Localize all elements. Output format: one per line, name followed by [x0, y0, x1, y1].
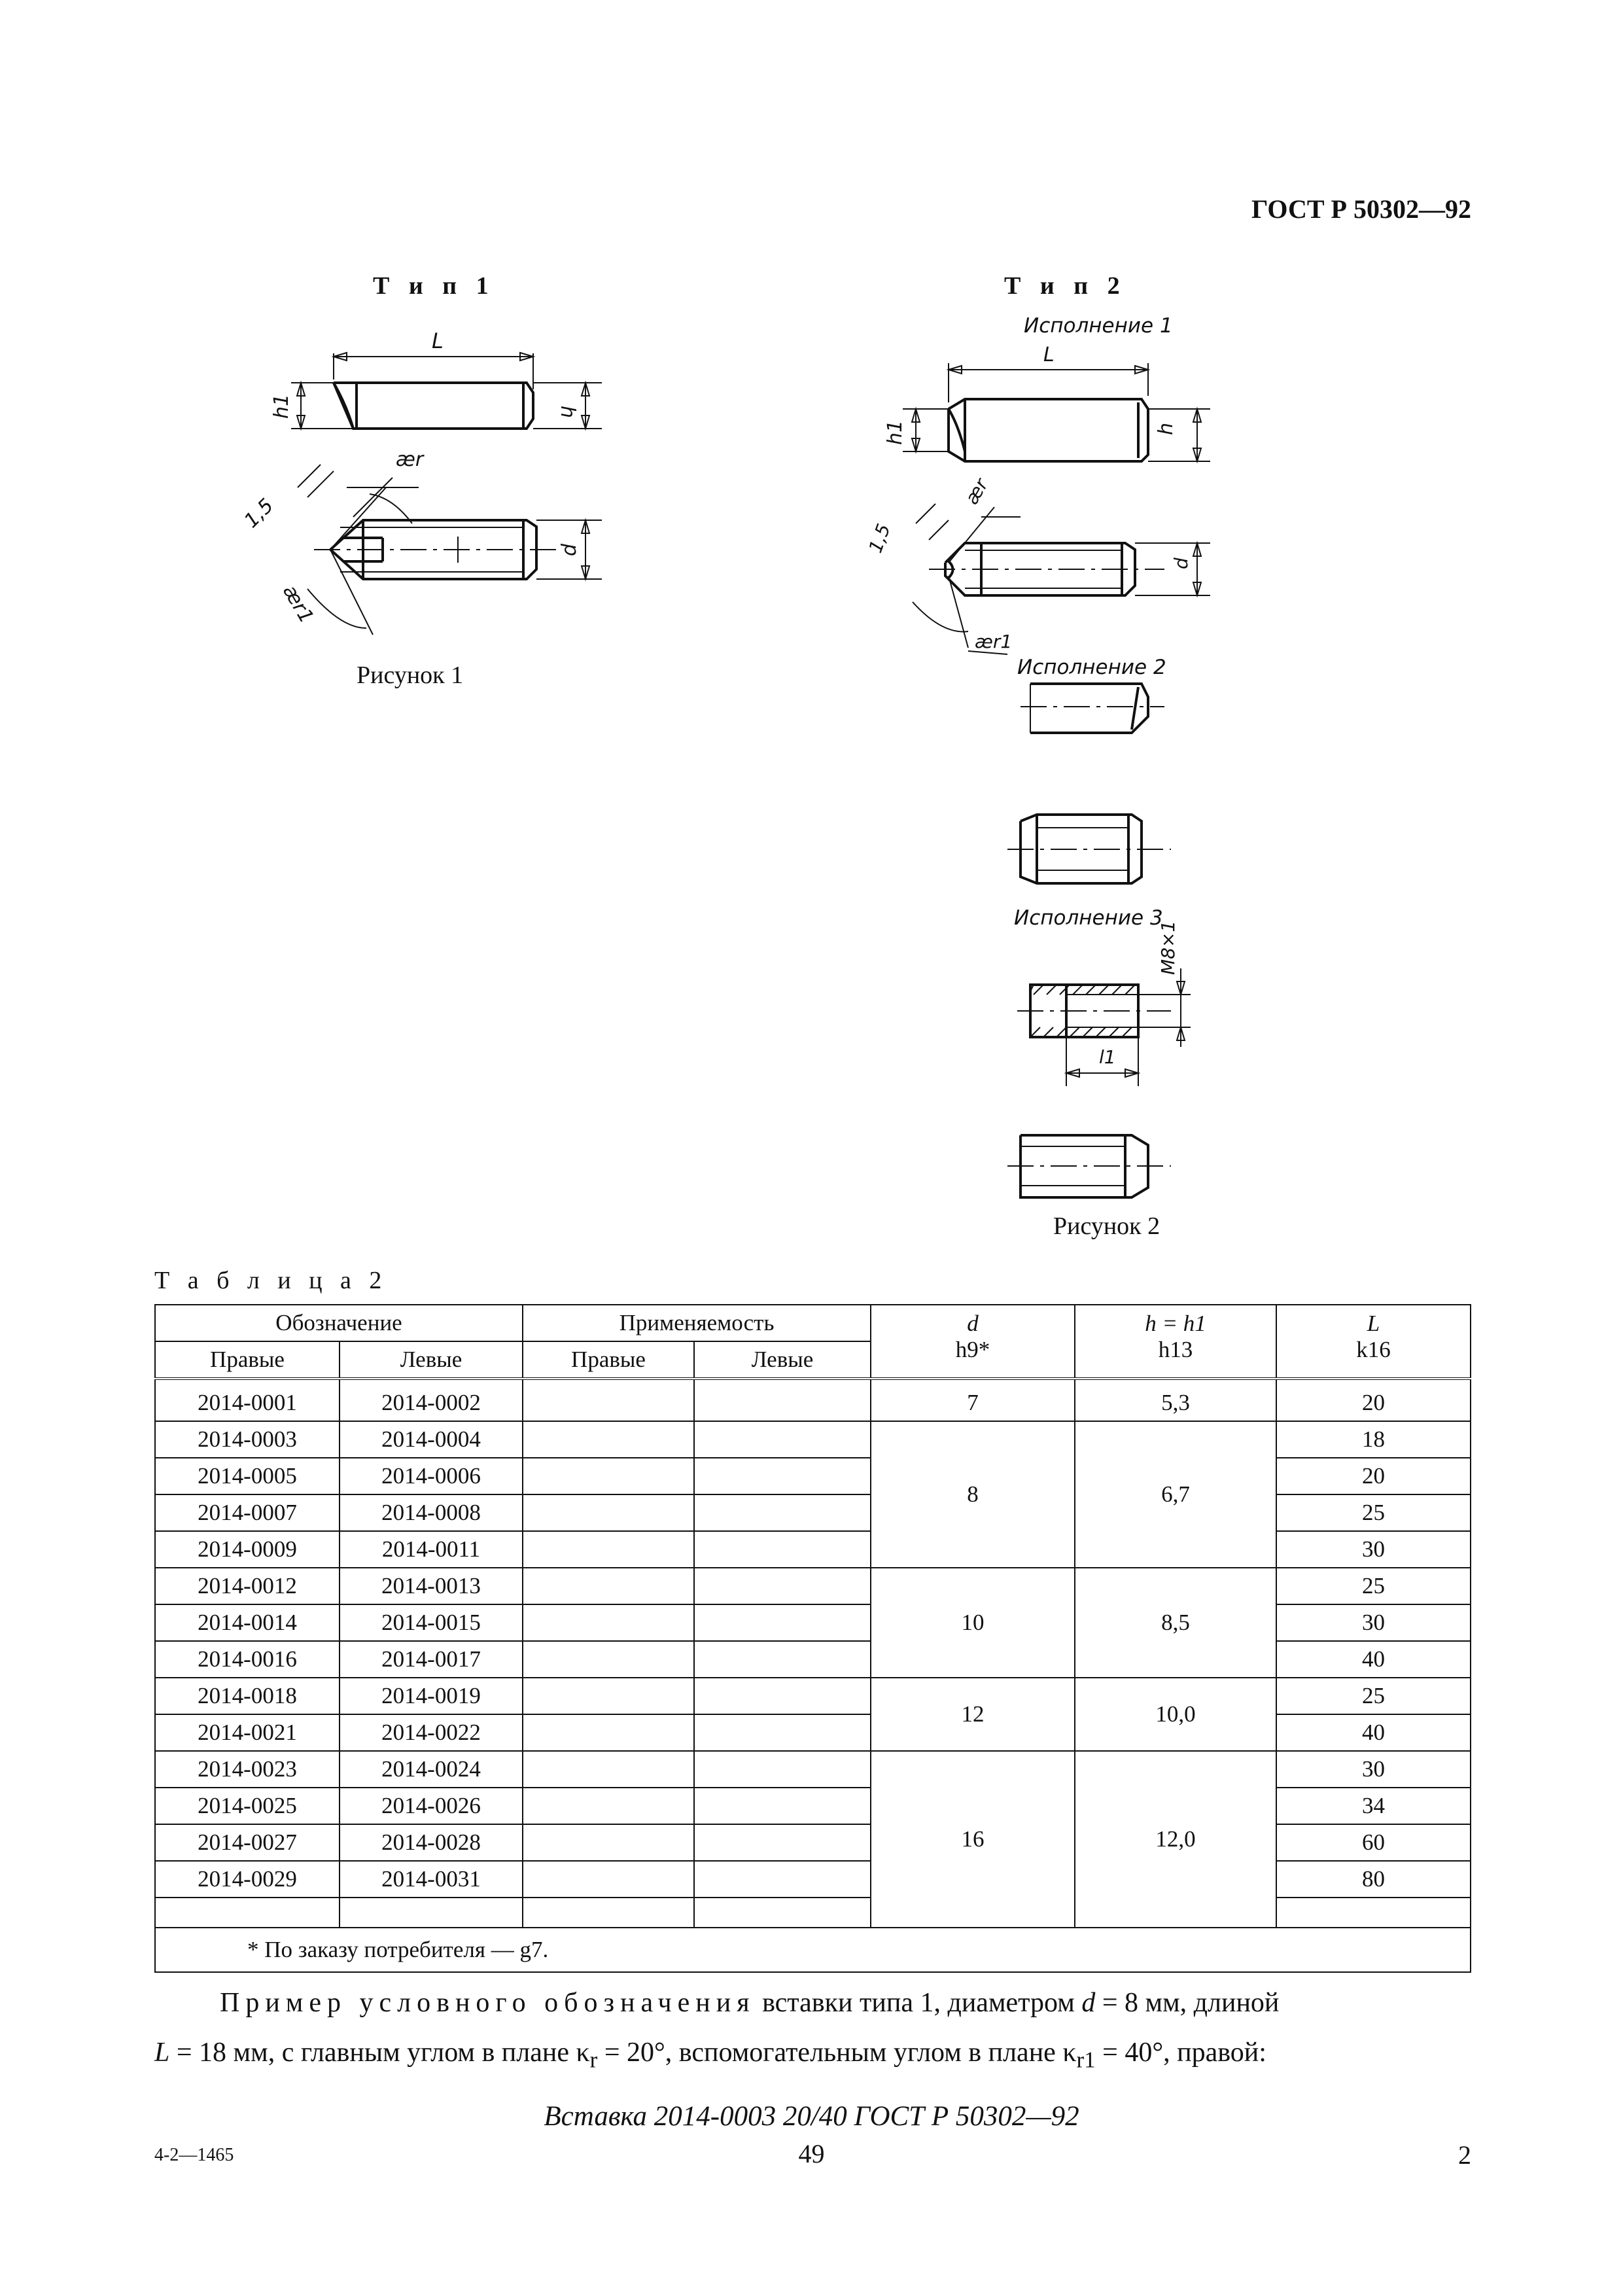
figure2-variant1-label: Исполнение 1 [1024, 314, 1173, 338]
header-applicability-left: Левые [694, 1341, 871, 1379]
fig1-angle-kr: ær [396, 448, 424, 471]
cell-L: 34 [1276, 1788, 1471, 1824]
figure2-variant3-label: Исполнение 3 [1014, 906, 1163, 930]
fig1-dim-d: d [558, 543, 581, 556]
cell-L: 20 [1276, 1458, 1471, 1494]
fig2-dim-d: d [1170, 557, 1192, 569]
cell-right: 2014-0012 [155, 1568, 340, 1604]
cell-L: 60 [1276, 1824, 1471, 1861]
cell-L: 25 [1276, 1568, 1471, 1604]
fig2-dim-L: L [1043, 344, 1055, 366]
table-footnote: * По заказу потребителя — g7. [155, 1928, 1471, 1972]
header-applicability-right: Правые [523, 1341, 694, 1379]
cell-right: 2014-0009 [155, 1531, 340, 1568]
cell-h: 5,3 [1075, 1385, 1276, 1421]
spec-table [154, 1304, 1471, 1973]
cell-left: 2014-0022 [340, 1714, 523, 1751]
cell-right: 2014-0025 [155, 1788, 340, 1824]
cell-left: 2014-0026 [340, 1788, 523, 1824]
fig1-dim-h1: h1 [270, 393, 293, 419]
fig2-dim-h: h [1155, 422, 1178, 435]
fig1-dim-h: h [556, 406, 579, 419]
figure2-variant2-label: Исполнение 2 [1017, 656, 1166, 679]
cell-d: 8 [871, 1421, 1075, 1568]
cell-d: 10 [871, 1568, 1075, 1678]
fig2-dim-h1: h1 [884, 419, 907, 445]
cell-left: 2014-0006 [340, 1458, 523, 1494]
cell-d: 16 [871, 1751, 1075, 1928]
fig2-thread-label: M8×1 [1157, 920, 1179, 975]
cell-h: 10,0 [1075, 1678, 1276, 1751]
footer-sheet-number: 2 [1458, 2140, 1471, 2170]
example-lead: Пример условного обозначения [220, 1988, 756, 2018]
cell-right: 2014-0007 [155, 1494, 340, 1531]
header-designation-right: Правые [155, 1341, 340, 1379]
cell-h: 12,0 [1075, 1751, 1276, 1928]
cell-right: 2014-0029 [155, 1861, 340, 1898]
cell-right: 2014-0027 [155, 1824, 340, 1861]
cell-h: 6,7 [1075, 1421, 1276, 1568]
cell-left: 2014-0024 [340, 1751, 523, 1788]
cell-left: 2014-0002 [340, 1385, 523, 1421]
fig1-dim-15: 1,5 [239, 494, 279, 533]
figure1-caption: Рисунок 1 [357, 662, 464, 689]
document-standard-number: ГОСТ Р 50302—92 [1251, 194, 1471, 224]
fig2-dim-l1: l1 [1099, 1046, 1116, 1068]
fig2-angle-kr: ær [960, 474, 992, 508]
cell-L: 30 [1276, 1604, 1471, 1641]
cell-L: 80 [1276, 1861, 1471, 1898]
table-title: Т а б л и ц а 2 [154, 1267, 388, 1294]
cell-left: 2014-0013 [340, 1568, 523, 1604]
cell-right: 2014-0018 [155, 1678, 340, 1714]
header-L: L k16 [1276, 1305, 1471, 1379]
header-designation-left: Левые [340, 1341, 523, 1379]
cell-right: 2014-0023 [155, 1751, 340, 1788]
cell-left: 2014-0031 [340, 1861, 523, 1898]
cell-d: 12 [871, 1678, 1075, 1751]
fig2-dim-15: 1,5 [864, 521, 895, 556]
fig1-dim-L: L [432, 328, 444, 353]
header-applicability: Применяемость [523, 1305, 871, 1341]
cell-left: 2014-0011 [340, 1531, 523, 1568]
cell-L: 40 [1276, 1641, 1471, 1678]
cell-right: 2014-0001 [155, 1385, 340, 1421]
figure1-title: Т и п 1 [373, 272, 495, 300]
header-h: h = h1 h13 [1075, 1305, 1276, 1379]
cell-right: 2014-0021 [155, 1714, 340, 1751]
cell-L: 30 [1276, 1751, 1471, 1788]
example-line2: L = 18 мм, с главным углом в плане $\kappa_r = 20^\circ$, вспомогательным углом в плане $\kappa_{r1} = 40^\circ$, правой: [154, 2038, 1266, 2073]
cell-left: 2014-0019 [340, 1678, 523, 1714]
cell-left: 2014-0028 [340, 1824, 523, 1861]
footer-code: 4-2—1465 [154, 2145, 234, 2165]
cell-right: 2014-0016 [155, 1641, 340, 1678]
cell-L: 40 [1276, 1714, 1471, 1751]
cell-d: 7 [871, 1385, 1075, 1421]
cell-left: 2014-0017 [340, 1641, 523, 1678]
figure2-title: Т и п 2 [1004, 272, 1126, 300]
header-d: d h9* [871, 1305, 1075, 1379]
cell-L: 30 [1276, 1531, 1471, 1568]
example-designation: Вставка 2014-0003 20/40 ГОСТ Р 50302—92 [544, 2101, 1079, 2132]
cell-L: 20 [1276, 1385, 1471, 1421]
cell-left: 2014-0008 [340, 1494, 523, 1531]
example-line1: Пример условного обозначения вставки типа 1, диаметром d = 8 мм, длиной [220, 1988, 1280, 2018]
cell-right: 2014-0003 [155, 1421, 340, 1458]
cell-right: 2014-0014 [155, 1604, 340, 1641]
fig2-angle-kr1: ær1 [975, 631, 1013, 652]
cell-L: 25 [1276, 1678, 1471, 1714]
figure2-caption: Рисунок 2 [1053, 1212, 1161, 1240]
cell-h: 8,5 [1075, 1568, 1276, 1678]
cell-L: 25 [1276, 1494, 1471, 1531]
header-designation: Обозначение [155, 1305, 523, 1341]
footer-page-number: 49 [798, 2139, 825, 2168]
cell-left: 2014-0015 [340, 1604, 523, 1641]
fig1-angle-kr1: ær1 [278, 581, 319, 627]
cell-right: 2014-0005 [155, 1458, 340, 1494]
cell-L: 18 [1276, 1421, 1471, 1458]
cell-left: 2014-0004 [340, 1421, 523, 1458]
